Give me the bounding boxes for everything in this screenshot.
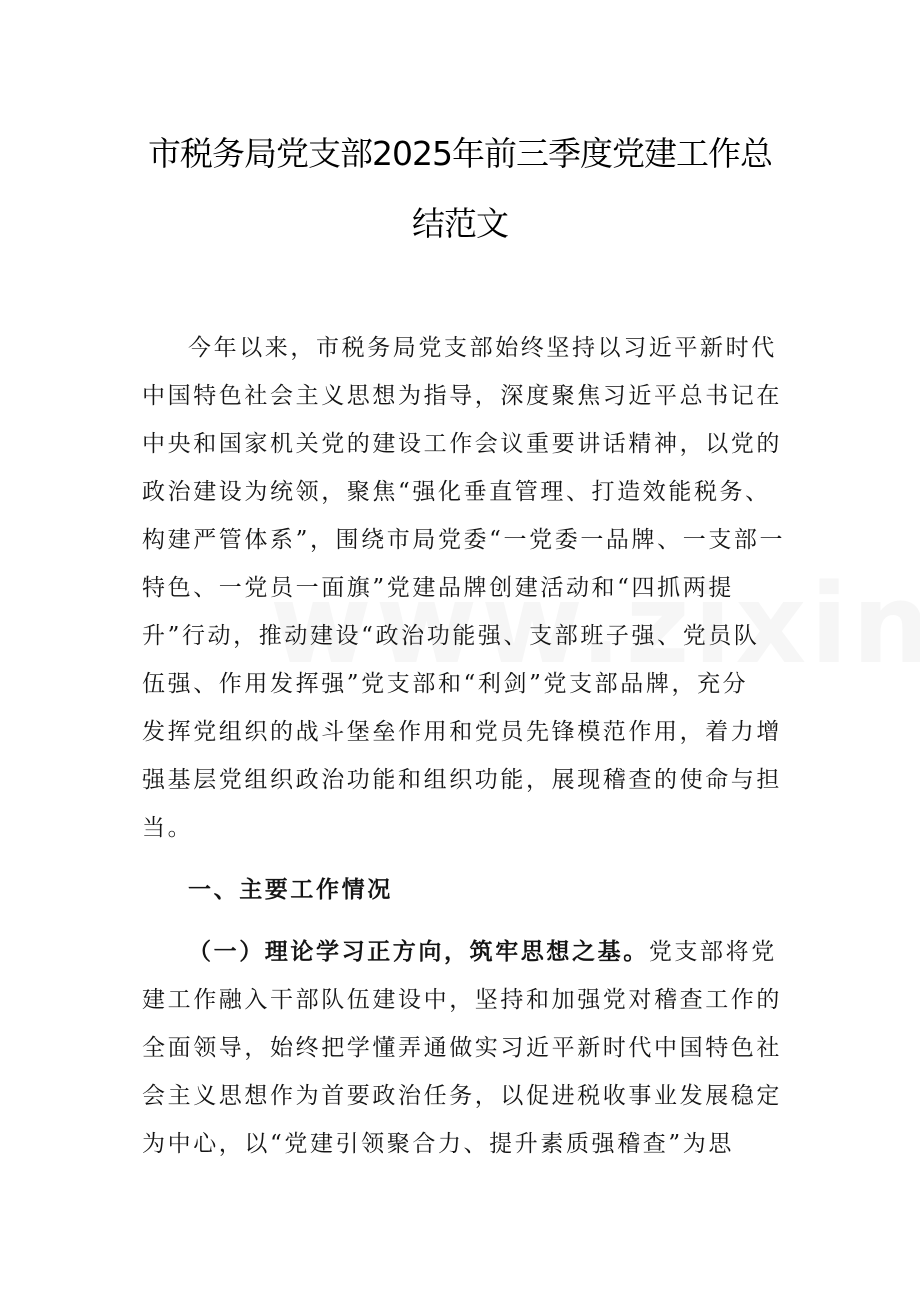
intro-line-11: 当。 — [142, 815, 194, 841]
document-title-line-2: 结范文 — [412, 204, 508, 243]
intro-line-1: 今年以来，市税务局党支部始终坚持以习近平新时代 — [188, 335, 777, 361]
intro-line-6: 特色、一党员一面旗”党建品牌创建活动和“四抓两提 — [142, 575, 734, 601]
subsection-1-line-5: 为中心，以“党建引领聚合力、提升素质强稽查”为思 — [142, 1131, 734, 1157]
intro-line-7: 升”行动，推动建设“政治功能强、支部班子强、党员队 — [142, 623, 760, 649]
subsection-1-line-3: 全面领导，始终把学懂弄通做实习近平新时代中国特色社 — [142, 1035, 782, 1061]
subsection-1-first-line — [142, 937, 828, 967]
intro-line-2: 中国特色社会主义思想为指导，深度聚焦习近平总书记在 — [142, 383, 782, 409]
intro-line-8: 伍强、作用发挥强”党支部和“利剑”党支部品牌，充分 — [142, 671, 749, 697]
intro-line-10: 强基层党组织政治功能和组织功能，展现稽查的使命与担 — [142, 767, 782, 793]
intro-line-4: 政治建设为统领，聚焦“强化垂直管理、打造效能税务、 — [142, 479, 771, 505]
subsection-heading-1: （一）理论学习正方向，筑牢思想之基。 — [188, 938, 649, 965]
intro-line-9: 发挥党组织的战斗堡垒作用和党员先锋模范作用，着力增 — [142, 719, 782, 745]
intro-line-5: 构建严管体系”，围绕市局党委“一党委一品牌、一支部一 — [142, 527, 786, 553]
subsection-1-first-line-rest: 党支部将党 — [648, 939, 777, 965]
intro-line-3: 中央和国家机关党的建设工作会议重要讲话精神，以党的 — [142, 431, 782, 457]
section-heading-1: 一、主要工作情况 — [188, 876, 393, 903]
document-title-line-1: 市税务局党支部2025年前三季度党建工作总 — [148, 134, 772, 173]
subsection-1-line-4: 会主义思想作为首要政治任务，以促进税收事业发展稳定 — [142, 1083, 782, 1109]
subsection-1-line-2: 建工作融入干部队伍建设中，坚持和加强党对稽查工作的 — [142, 987, 782, 1013]
